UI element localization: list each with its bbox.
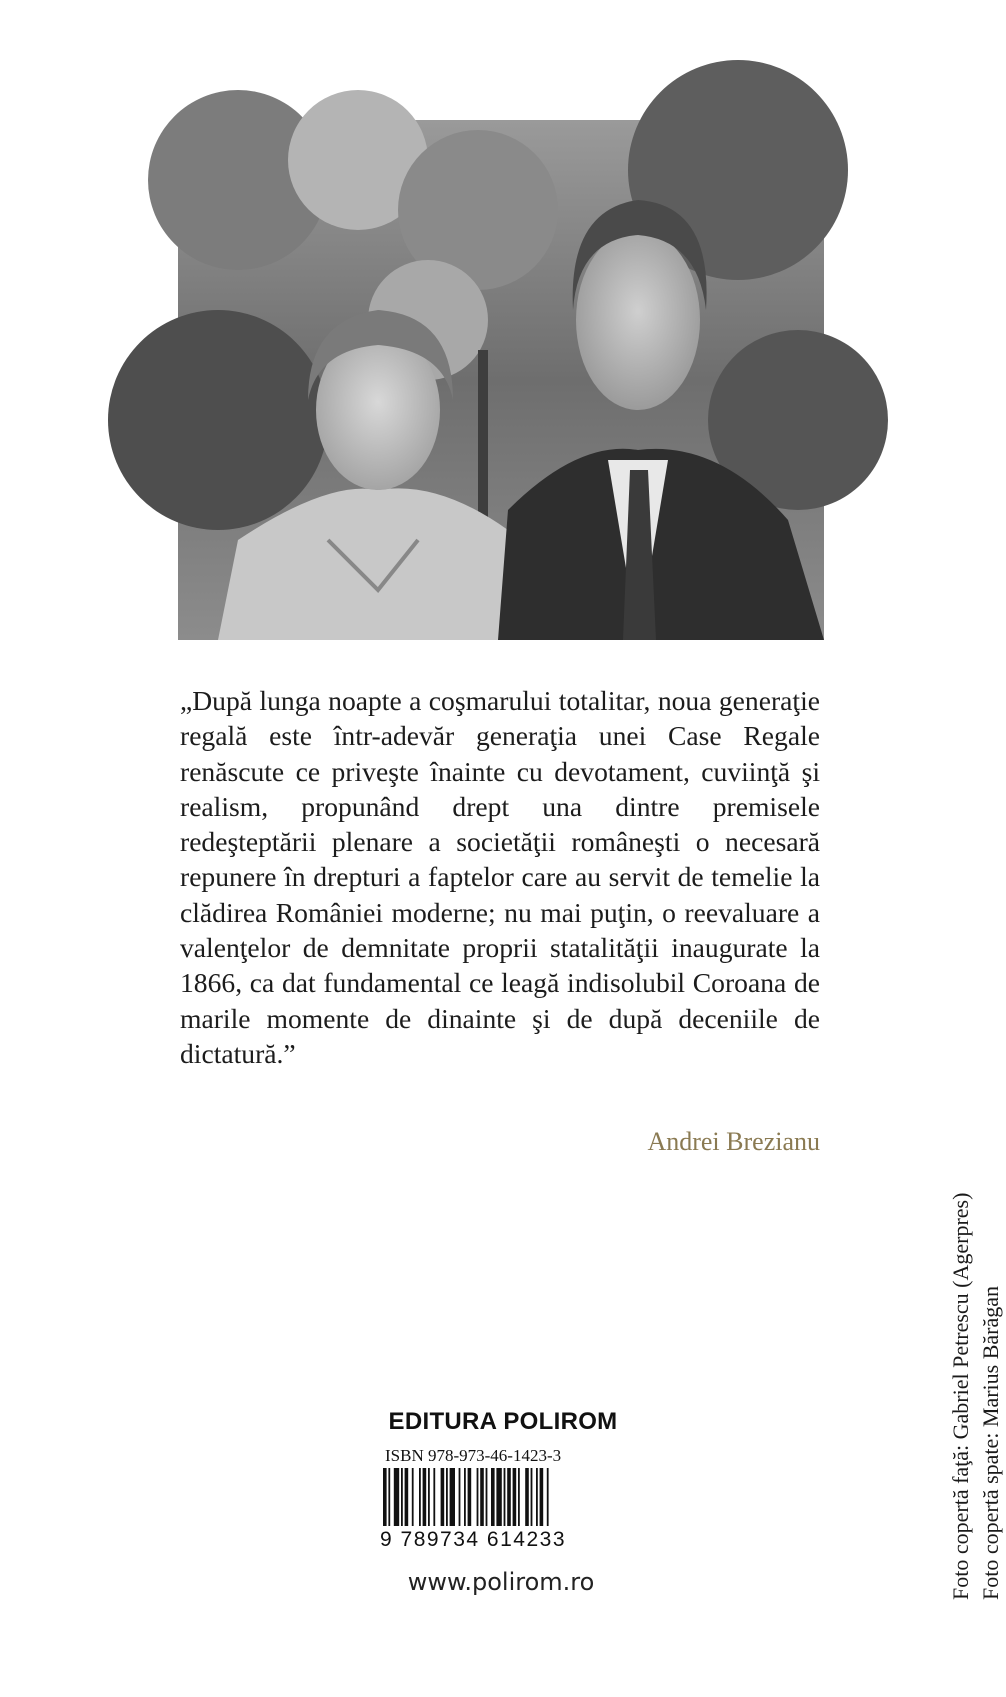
back-photo-credit: Foto copertă spate: Marius Bărăgan (978, 1285, 1003, 1600)
photo-credits (946, 1130, 1006, 1600)
barcode-digits: 9 789734 614233 (380, 1528, 566, 1551)
portrait-photo (178, 120, 824, 640)
barcode-icon (383, 1468, 613, 1526)
front-photo-credit: Foto copertă faţă: Gabriel Petrescu (Agerpres) (948, 1192, 973, 1600)
publisher-website[interactable]: www.polirom.ro (407, 1568, 595, 1596)
quote-text: „După lunga noapte a coşmarului totalitar, noua generaţie regală este într-adevăr generaţia unei Case Regale renăscute ce priveşte înainte cu devotament, cuviinţă şi realism, propunând drept una dintre premisele redeşteptării plenare a societăţii româneşti o necesară repunere în drepturi a faptelor care au servit de temelie la clădirea României moderne; nu mai puţin, o reevaluare a valenţelor de demnitate proprii statalităţii inaugurate la 1866, ca dat fundamental ce leagă indisolubil Coroana de marile momente de dinainte şi de după deceniile de dictatură.” (180, 685, 820, 1069)
isbn-number: ISBN 978-973-46-1423-3 (385, 1446, 562, 1465)
publisher-name: EDITURA POLIROM (388, 1408, 618, 1435)
cover-photo (178, 120, 824, 640)
quote-author: Andrei Brezianu (647, 1127, 820, 1156)
